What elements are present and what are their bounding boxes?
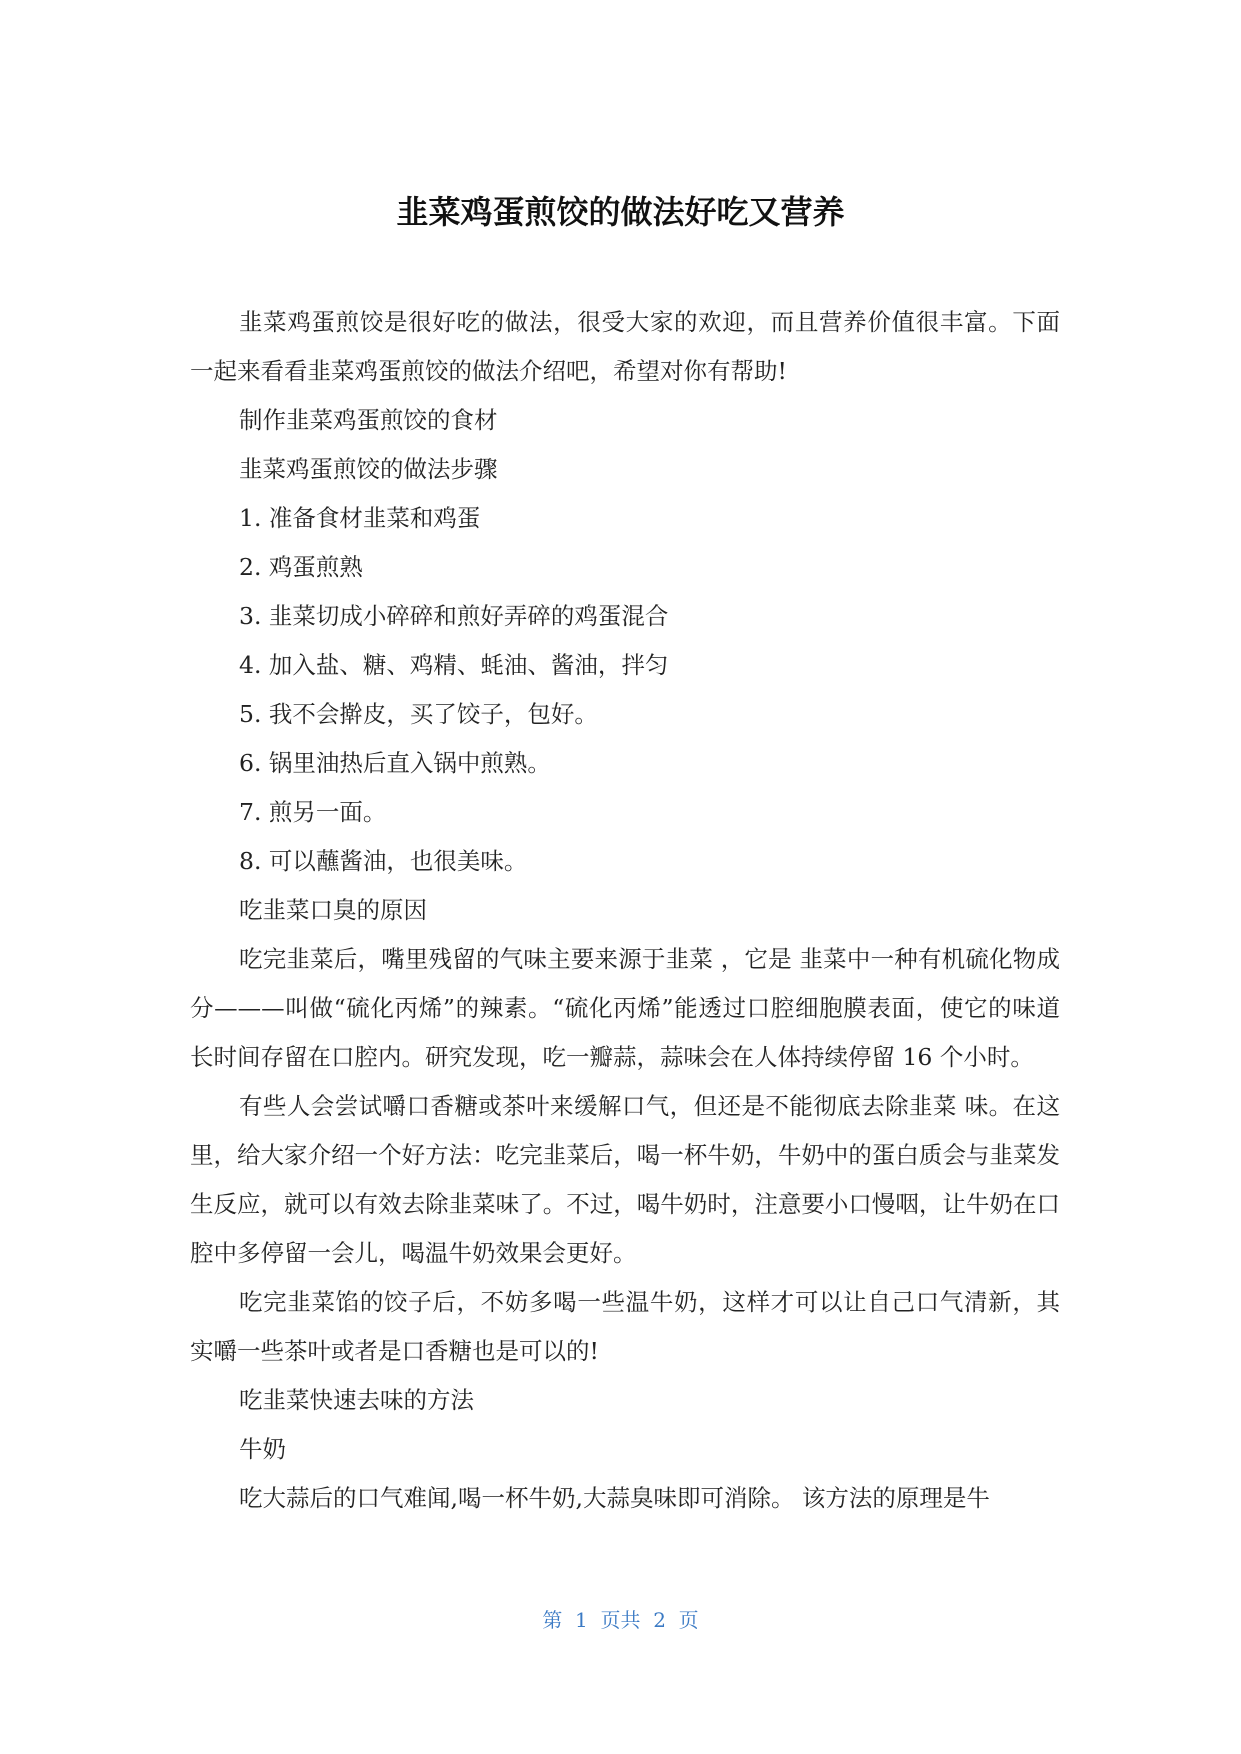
step-item: 8. 可以蘸酱油，也很美味。 <box>239 847 528 875</box>
step-item: 3. 韭菜切成小碎碎和煎好弄碎的鸡蛋混合 <box>239 602 669 630</box>
document-title: 韭菜鸡蛋煎饺的做法好吃又营养 <box>396 193 845 231</box>
step-item: 2. 鸡蛋煎熟 <box>239 553 363 581</box>
heading-milk: 牛奶 <box>239 1435 286 1463</box>
paragraph-garlic: 吃大蒜后的口气难闻,喝一杯牛奶,大蒜臭味即可消除。 该方法的原理是牛 <box>239 1484 990 1512</box>
paragraph-intro: 韭菜鸡蛋煎饺是很好吃的做法，很受大家的欢迎，而且营养价值很丰富。下面一起来看看韭菜鸡蛋煎饺的做法介绍吧，希望对你有帮助! <box>190 308 1060 385</box>
step-item: 6. 锅里油热后直入锅中煎熟。 <box>239 749 551 777</box>
step-item: 4. 加入盐、糖、鸡精、蚝油、酱油，拌匀 <box>239 651 669 679</box>
step-item: 5. 我不会擀皮，买了饺子，包好。 <box>239 700 598 728</box>
heading-ingredients: 制作韭菜鸡蛋煎饺的食材 <box>239 406 498 434</box>
step-item: 7. 煎另一面。 <box>239 798 387 826</box>
heading-bad-breath-cause: 吃韭菜口臭的原因 <box>239 896 427 924</box>
document-body <box>190 298 1060 1523</box>
page-number-footer: 第 1 页共 2 页 <box>542 1608 699 1632</box>
paragraph-cause: 吃完韭菜后，嘴里残留的气味主要来源于韭菜 ，它是 韭菜中一种有机硫化物成分———叫做“硫化丙烯”的辣素。“硫化丙烯”能透过口腔细胞膜表面，使它的味道长时间存留在口腔内。研究发现，吃一瓣蒜，蒜味会在人体持续停留 16 个小时。 <box>190 945 1060 1071</box>
heading-quick-removal: 吃韭菜快速去味的方法 <box>239 1386 474 1414</box>
paragraph-after-dumplings: 吃完韭菜馅的饺子后，不妨多喝一些温牛奶，这样才可以让自己口气清新，其实嚼一些茶叶或者是口香糖也是可以的! <box>190 1288 1060 1365</box>
heading-steps: 韭菜鸡蛋煎饺的做法步骤 <box>239 455 498 483</box>
paragraph-milk-method: 有些人会尝试嚼口香糖或茶叶来缓解口气，但还是不能彻底去除韭菜 味。在这里，给大家介绍一个好方法：吃完韭菜后，喝一杯牛奶，牛奶中的蛋白质会与韭菜发生反应，就可以有效去除韭菜味了。不过，喝牛奶时，注意要小口慢咽，让牛奶在口腔中多停留一会儿，喝温牛奶效果会更好。 <box>190 1092 1060 1267</box>
step-item: 1. 准备食材韭菜和鸡蛋 <box>239 504 481 532</box>
